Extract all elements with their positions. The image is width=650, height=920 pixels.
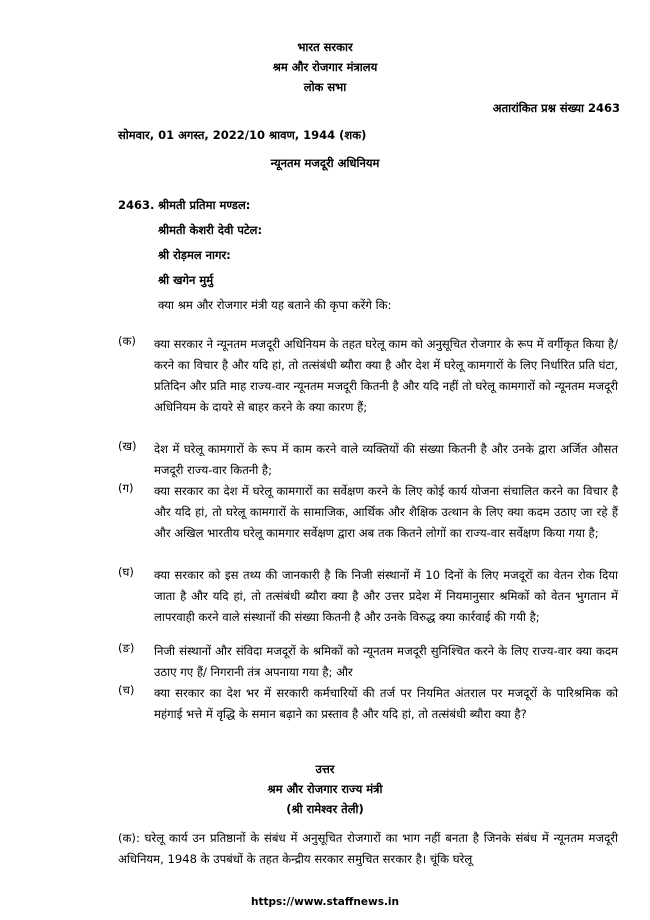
member-name: श्री रोड़मल नागर: bbox=[158, 248, 231, 262]
member-row bbox=[118, 273, 262, 298]
member-name: श्रीमती केशरी देवी पटेल: bbox=[158, 223, 263, 237]
answer-minister-name: (श्री रामेश्वर तेली) bbox=[286, 802, 364, 816]
question-label: (ग) bbox=[118, 481, 134, 495]
footer-url: https://www.staffnews.in bbox=[250, 896, 400, 908]
question-item bbox=[118, 683, 618, 725]
question-serial: 2463. bbox=[118, 198, 155, 212]
question-label: (ख) bbox=[118, 439, 137, 453]
question-intro: क्या श्रम और रोजगार मंत्री यह बताने की कृपा करेंगे कि: bbox=[158, 298, 392, 312]
header-house: लोक सभा bbox=[303, 80, 347, 94]
member-name: श्री खगेन मुर्मु bbox=[158, 273, 214, 287]
question-text: देश में घरेलू कामगारों के रूप में काम करने वाले व्यक्तियों की संख्या कितनी है और उनके द्वारा अर्जित औसत मजदूरी राज्य-वार कितनी है; bbox=[154, 442, 618, 477]
question-item bbox=[118, 334, 618, 418]
answer-text: (क): घरेलू कार्य उन प्रतिष्ठानों के संबंध में अनुसूचित रोजगारों का भाग नहीं बनता है जिनके संबंध में न्यूनतम मजदूरी अधिनियम, 1948 के उपबंधों के तहत केन्द्रीय सरकार समुचित सरकार है। चूंकि घरेलू bbox=[118, 831, 618, 866]
question-item bbox=[118, 641, 618, 683]
header-ministry: श्रम और रोजगार मंत्रालय bbox=[272, 60, 378, 74]
header-govt: भारत सरकार bbox=[297, 40, 353, 54]
question-label: (क) bbox=[118, 334, 136, 348]
question-item bbox=[118, 565, 618, 628]
question-item bbox=[118, 481, 618, 544]
question-text: क्या सरकार ने न्यूनतम मजदूरी अधिनियम के तहत घरेलू काम को अनुसूचित रोजगार के रूप में वर्गीकृत किया है/करने का विचार है और यदि हां, तो तत्संबंधी ब्यौरा क्या है और देश में घरेलू कामगारों के लिए निर्धारित प्रति घंटा, प्रतिदिन और प्रति माह राज्य-वार न्यूनतम मजदूरी कितनी है और यदि नहीं तो घरेलू कामगारों को न्यूनतम मजदूरी अधिनियम के दायरे से बाहर करने के क्या कारण हैं; bbox=[154, 337, 618, 414]
question-label: (घ) bbox=[118, 565, 134, 579]
question-label: (ङ) bbox=[118, 641, 135, 655]
question-label: (च) bbox=[118, 683, 135, 697]
question-text: क्या सरकार को इस तथ्य की जानकारी है कि निजी संस्थानों में 10 दिनों के लिए मजदूरों का वेतन रोक दिया जाता है और यदि हां, तो तत्संबंधी ब्यौरा क्या है और उत्तर प्रदेश में नियमानुसार श्रमिकों को वेतन भुगतान में लापरवाही करने वाले संस्थानों की संख्या कितनी है और उनके विरुद्ध क्या कार्रवाई की गयी है; bbox=[154, 568, 618, 624]
question-item bbox=[118, 439, 618, 481]
answer-minister: श्रम और रोजगार राज्य मंत्री bbox=[267, 782, 383, 796]
member-name: श्रीमती प्रतिमा मण्डल: bbox=[158, 198, 251, 212]
question-date: सोमवार, 01 अगस्त, 2022/10 श्रावण, 1944 (शक) bbox=[118, 128, 367, 142]
question-text: क्या सरकार का देश भर में सरकारी कर्मचारियों की तर्ज पर नियमित अंतराल पर मजदूरों के पारिश्रमिक को महंगाई भत्ते में वृद्धि के समान बढ़ाने का प्रस्ताव है और यदि हां, तो तत्संबंधी ब्यौरा क्या है? bbox=[154, 686, 618, 721]
answer-title: उत्तर bbox=[315, 762, 335, 776]
members-list bbox=[118, 198, 262, 298]
subject-title: न्यूनतम मजदूरी अधिनियम bbox=[270, 156, 380, 170]
member-row bbox=[118, 248, 262, 273]
question-number: अतारांकित प्रश्न संख्या 2463 bbox=[492, 101, 620, 115]
question-text: क्या सरकार का देश में घरेलू कामगारों का सर्वेक्षण करने के लिए कोई कार्य योजना संचालित करने का विचार है और यदि हां, तो घरेलू कामगारों के सामाजिक, आर्थिक और शैक्षिक उत्थान के लिए क्या कदम उठाए जा रहे हैं और अखिल भारतीय घरेलू कामगार सर्वेक्षण द्वारा अब तक कितने लोगों का राज्य-वार सर्वेक्षण किया गया है; bbox=[154, 484, 618, 540]
member-row bbox=[118, 223, 262, 248]
question-text: निजी संस्थानों और संविदा मजदूरों के श्रमिकों को न्यूनतम मजदूरी सुनिश्चित करने के लिए राज्य-वार क्या कदम उठाए गए हैं/ निगरानी तंत्र अपनाया गया है; और bbox=[154, 644, 618, 679]
member-row bbox=[118, 198, 262, 223]
